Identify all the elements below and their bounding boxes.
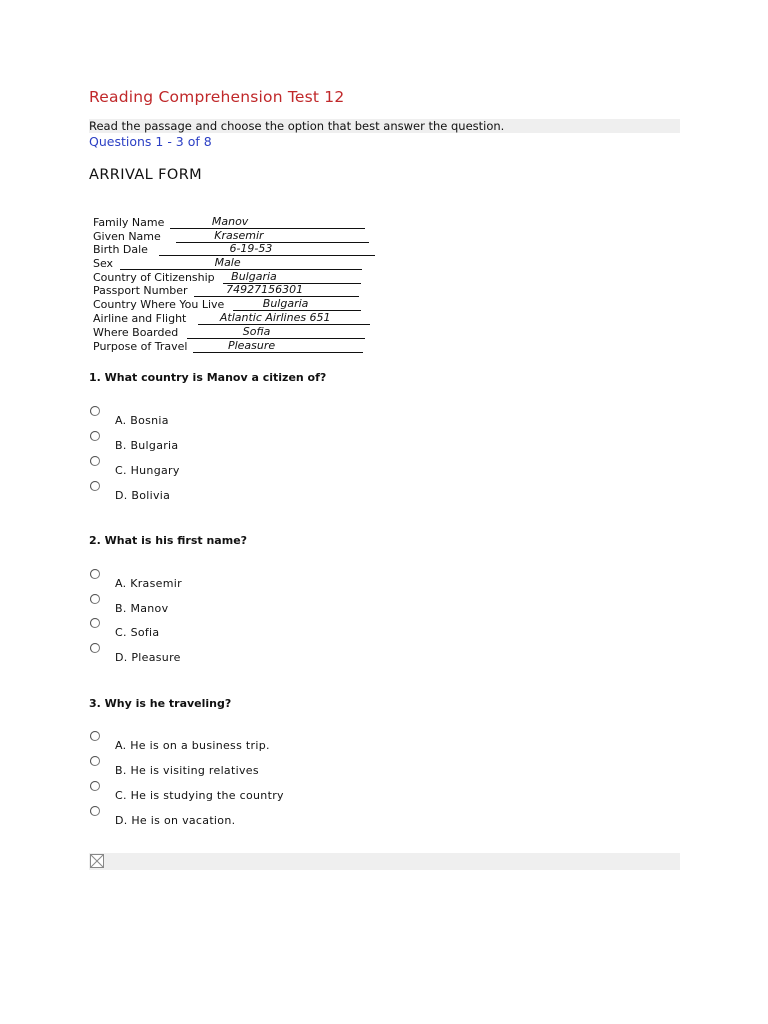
option-label: A. Bosnia <box>115 414 169 427</box>
form-label: Where Boarded <box>93 326 179 339</box>
radio-button[interactable] <box>90 731 100 741</box>
radio-button[interactable] <box>90 643 100 653</box>
option-label: D. He is on vacation. <box>115 814 236 827</box>
option-label: A. Krasemir <box>115 577 182 590</box>
option-label: D. Bolivia <box>115 489 171 502</box>
form-label: Country Where You Live <box>93 298 225 311</box>
form-title: ARRIVAL FORM <box>89 167 203 183</box>
option-label: B. He is visiting relatives <box>115 764 259 777</box>
question-3: 3. Why is he traveling? <box>89 697 232 710</box>
form-value-line <box>193 340 363 353</box>
form-row-sex <box>93 257 362 271</box>
form-label: Family Name <box>93 216 165 229</box>
form-value-line <box>194 284 359 297</box>
form-value-line <box>120 257 362 270</box>
form-value: Bulgaria <box>231 270 277 283</box>
broken-image-icon <box>90 854 104 868</box>
form-value: Atlantic Airlines 651 <box>219 311 331 324</box>
form-value: 74927156301 <box>226 283 304 296</box>
form-value: 6-19-53 <box>229 242 273 255</box>
option-label: B. Manov <box>115 602 169 615</box>
radio-button[interactable] <box>90 618 100 628</box>
option-label: A. He is on a business trip. <box>115 739 270 752</box>
form-label: Birth Dale <box>93 243 148 256</box>
option-label: C. Sofia <box>115 626 160 639</box>
form-row-family-name <box>93 216 365 230</box>
form-value-line <box>233 298 361 311</box>
form-label: Given Name <box>93 230 161 243</box>
form-value: Krasemir <box>214 229 264 242</box>
form-row-country-live <box>93 298 361 312</box>
form-row-airline <box>93 312 370 326</box>
question-count-link[interactable]: Questions 1 - 3 of 8 <box>89 134 212 149</box>
form-value: Pleasure <box>227 339 276 352</box>
option-label: B. Bulgaria <box>115 439 179 452</box>
radio-button[interactable] <box>90 594 100 604</box>
form-value-line <box>198 312 370 325</box>
form-value-line <box>176 230 369 243</box>
form-label: Airline and Flight <box>93 312 187 325</box>
instructions-text: Read the passage and choose the option that best answer the question. <box>89 119 505 133</box>
page-title: Reading Comprehension Test 12 <box>89 88 345 106</box>
form-label: Passport Number <box>93 284 188 297</box>
form-value-line <box>187 326 365 339</box>
footer-bar <box>89 853 680 870</box>
form-value-line <box>170 216 365 229</box>
option-label: C. He is studying the country <box>115 789 284 802</box>
form-label: Purpose of Travel <box>93 340 188 353</box>
form-value: Sofia <box>242 325 271 338</box>
option-label: D. Pleasure <box>115 651 181 664</box>
radio-button[interactable] <box>90 456 100 466</box>
form-row-birth-date <box>93 243 375 257</box>
form-label: Country of Citizenship <box>93 271 215 284</box>
form-row-purpose <box>93 340 363 354</box>
question-2: 2. What is his first name? <box>89 534 248 547</box>
form-value-line <box>159 243 375 256</box>
form-row-passport <box>93 284 359 298</box>
form-value: Manov <box>211 215 249 228</box>
radio-button[interactable] <box>90 406 100 416</box>
radio-button[interactable] <box>90 806 100 816</box>
radio-button[interactable] <box>90 481 100 491</box>
radio-button[interactable] <box>90 756 100 766</box>
form-value: Male <box>214 256 241 269</box>
radio-button[interactable] <box>90 431 100 441</box>
form-label: Sex <box>93 257 114 270</box>
option-label: C. Hungary <box>115 464 180 477</box>
question-1: 1. What country is Manov a citizen of? <box>89 371 327 384</box>
form-row-boarded <box>93 326 365 340</box>
radio-button[interactable] <box>90 569 100 579</box>
radio-button[interactable] <box>90 781 100 791</box>
form-value: Bulgaria <box>262 297 309 310</box>
